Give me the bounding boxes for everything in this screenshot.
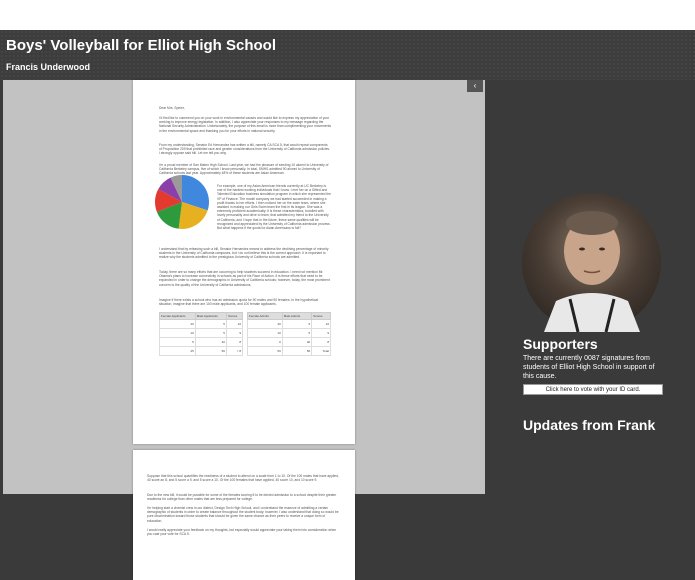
portrait-icon <box>522 193 661 332</box>
table-row <box>248 338 331 347</box>
table-cell: 9 <box>226 329 242 338</box>
table-cell: 10 <box>226 320 242 329</box>
letter-paragraph: I'd first like to commend you on your work in environmental causes and would like to express my appreciation of your working to improve energy legislation. In addition, I also appreciate your responses to my message regarding the National Security Administration. Unfortunately, the purpose of this email is more than complimenting your movements in the environmental space and thanking you for your efforts in national security. <box>159 116 332 133</box>
applicants-table <box>159 312 243 356</box>
table-row <box>248 347 331 356</box>
table-cell: 8 <box>226 338 242 347</box>
letter-paragraph: Suppose that this school quantifies the readiness of a student to attend on a scale from 1 to 10. Of the 100 males that have applied, 40 score an 8, and 5 score a 9, and 5 score a 10. Of the 100 females that have applied, 40 score 10, and 10 score 9. <box>147 474 339 483</box>
document-viewer[interactable] <box>3 80 485 537</box>
table-cell: 50 <box>248 347 283 356</box>
table-header: Female Admits <box>248 313 283 320</box>
table-cell: 10 <box>248 329 283 338</box>
updates-title: Updates from Frank <box>523 417 656 433</box>
top-bar <box>0 0 695 30</box>
vote-button[interactable]: Click here to vote with your ID card. <box>523 384 663 395</box>
letter-paragraph: I'm a proud member of San Mateo High School. Last year, we had the pleasure of sending 10 alumni to University of California Berkeley campus, five of which I know personally. In total, SMHS admitted 90 alumni to University of California schools last year. Approximately 48% of these students are Asian American. <box>159 163 329 176</box>
table-cell: 0 <box>248 338 283 347</box>
table-cell: < 8 <box>226 347 242 356</box>
table-cell: Total <box>312 347 331 356</box>
table-cell: 10 <box>160 329 196 338</box>
table-cell: 5 <box>282 320 311 329</box>
table-header: Scores <box>312 313 331 320</box>
admits-table <box>247 312 331 356</box>
table-cell: 40 <box>282 338 311 347</box>
table-cell: 5 <box>195 329 226 338</box>
page-title: Boys' Volleyball for Elliot High School <box>6 37 276 54</box>
letter-paragraph: I'm helping start a chemist crew in our district, Design Tech High School, and I understand the essence of admitting a certain demographic of students in order to create balance throughout the student body; however, I also understand that doing so would be pure discrimination toward those students that should be given the same chance as their peers to receive a unique form of education. <box>147 506 339 523</box>
table-row <box>160 338 243 347</box>
table-row <box>248 320 331 329</box>
table-cell: 40 <box>160 320 196 329</box>
document-page-1 <box>133 80 355 444</box>
letter-paragraph: Imagine if there exists a school who has an admission quota for 90 males and 90 females. In the hypothetical situation, imagine that there are 100 male applicants, and 100 female applicants. <box>159 298 319 307</box>
table-cell: 40 <box>248 320 283 329</box>
letter-paragraph: Today, there are so many efforts that are occurring to help students succeed in education. I need not mention Mr. Obama's plans to increase connectivity in schools as part of his Race of Action. It is these efforts that need to be expanded in order to change the demographic in University of California schools; however, today, the most prominent concern is the quality of the University of California admissions. <box>159 270 330 287</box>
table-cell: 50 <box>195 347 226 356</box>
author-name: Francis Underwood <box>6 62 91 72</box>
document-page-2 <box>133 450 355 580</box>
table-cell: 50 <box>282 347 311 356</box>
letter-paragraph: I understand that by releasing such a bill, Senator Hernandez means to address the declining percentage of minority students in the University of California campuses, but I do not believe this is the correct approach. It is important to realize why the students admitted to the prestigious University of California schools are admitted. <box>159 247 329 260</box>
table-cell: 10 <box>312 320 331 329</box>
table-cell: 5 <box>195 320 226 329</box>
letter-paragraph: Due to the new bill, it would be possible for some of the females scoring 8 to be denied admission to a school despite their greater readiness for college than other males that are less prepared for college. <box>147 493 337 502</box>
table-cell: 8 <box>312 338 331 347</box>
table-row <box>248 329 331 338</box>
viewer-collapse-button[interactable]: ‹ <box>467 80 483 92</box>
table-row <box>160 329 243 338</box>
letter-paragraph: I would really appreciate your feedback on my thoughts, but especially would appreciate your taking them into consideration when you cast your vote for SCA 5. <box>147 528 337 537</box>
table-header: Male Applicants <box>195 313 226 320</box>
table-header: Female Applicants <box>160 313 196 320</box>
table-row <box>160 347 243 356</box>
table-cell: 5 <box>282 329 311 338</box>
pie-chart <box>153 173 211 231</box>
table-cell: 9 <box>312 329 331 338</box>
table-header: Male Admits <box>282 313 311 320</box>
avatar <box>522 193 661 332</box>
table-header: Scores <box>226 313 242 320</box>
table-cell: 5 <box>160 338 196 347</box>
table-cell: 40 <box>195 338 226 347</box>
letter-paragraph: For example, one of my Asian American friends currently at UC Berkeley is one of the hardest working individuals that I know. I met her on a Gifted and Talented Education business simulation program in which she represented the VP of Finance. The model company we had started succeeded in making a profit thanks to her efforts. I then noticed her on the swim team, where she assisted in making our Girls Swim team the first in its league. She was a extremely proficient academically; it is these characteristics, bundled with lovely personality and drive to learn, that admitted my friend to the University of California, and I hope that in the future, these same qualities will be recognized and appreciated by the University of California admission process. But what happens if the quota for Asian Americans is full? <box>217 184 331 231</box>
letter-paragraph: From my understanding, Senator Ed Hernandez has written a bill, namely CA SCA 5, that would repeal components of Proposition 209 that prohibited race and gender considerations from the University of California admission policies. I strongly oppose said bill. Let me tell you why. <box>159 143 330 156</box>
supporters-text: There are currently 0087 signatures from students of Elliot High School in support of this cause. <box>523 355 655 380</box>
supporters-title: Supporters <box>523 336 598 352</box>
table-cell: 45 <box>160 347 196 356</box>
letter-salutation: Dear Mrs. Speier, <box>159 106 185 110</box>
table-row <box>160 320 243 329</box>
